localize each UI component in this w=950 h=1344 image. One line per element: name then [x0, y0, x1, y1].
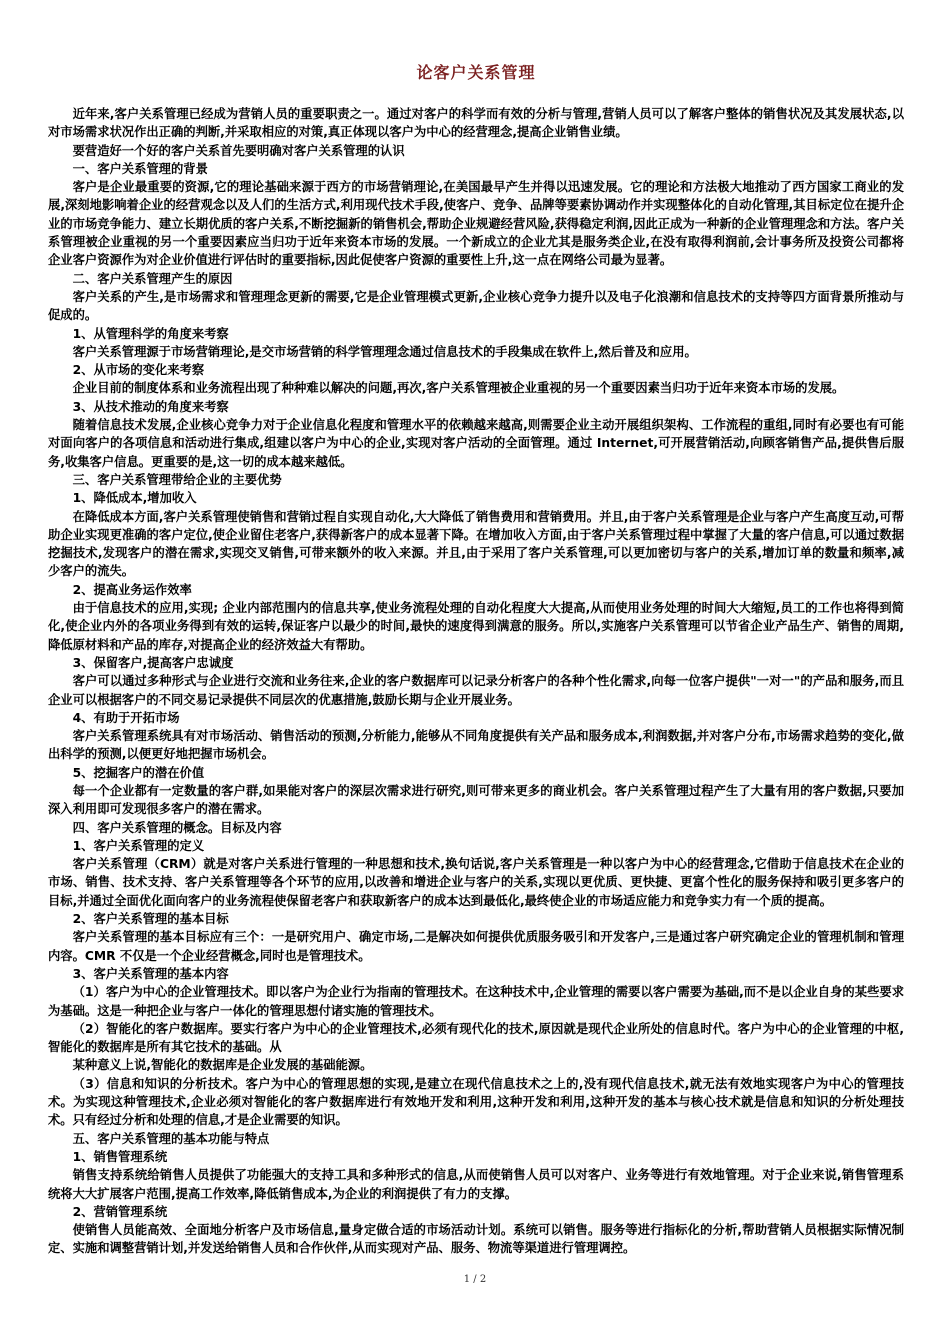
paragraph: 客户是企业最重要的资源,它的理论基础来源于西方的市场营销理论,在美国最早产生并得以迅速发展。它的理论和方法极大地推动了西方国家工商业的发展,深刻地影响着企业的经营观念以及人们的生活方式,利用现代技术手段,使客户、竞争、品牌等要素协调动作并实现整体化的自动化管理,其目标定位在提升企业的市场竞争能力、建立长期优质的客户关系,不断挖掘新的销售机会,帮助企业规避经营风险,获得稳定利润,因此正成为一种新的企业管理理念和方法。客户关系管理被企业重视的另一个重要因素应当归功于近年来资本市场的发展。一个新成立的企业尤其是服务类企业,在没有取得利润前,会计事务所及投资公司都将企业客户资源作为对企业价值进行评估时的重要指标,因此促使客户资源的重要性上升,这一点在网络公司最为显著。 [48, 180, 904, 268]
paragraph: 五、客户关系管理的基本功能与特点 [72, 1131, 270, 1146]
paragraph: 2、营销管理系统 [72, 1204, 168, 1219]
paragraph: 四、客户关系管理的概念。目标及内容 [72, 820, 282, 835]
paragraph: 三、客户关系管理带给企业的主要优势 [72, 472, 282, 487]
paragraph: 一、客户关系管理的背景 [72, 161, 208, 176]
paragraph: 1、降低成本,增加收入 [72, 491, 197, 506]
paragraph: 销售支持系统给销售人员提供了功能强大的支持工具和多种形式的信息,从而使销售人员可以对客户、业务等进行有效地管理。对于企业来说,销售管理系统将大大扩展客户范围,提高工作效率,降低销售成本,为企业的利润提供了有力的支撑。 [48, 1168, 904, 1201]
paragraph: 二、客户关系管理产生的原因 [72, 271, 233, 286]
paragraph: （2）智能化的客户数据库。要实行客户为中心的企业管理技术,必须有现代化的技术,原因就是现代企业所处的信息时代。客户为中心的企业管理的中枢,智能化的数据库是所有其它技术的基础。从 [48, 1021, 904, 1055]
paragraph: 客户关系管理系统具有对市场活动、销售活动的预测,分析能力,能够从不同角度提供有关产品和服务成本,利润数据,并对客户分布,市场需求趋势的变化,做出科学的预测,以便更好地把握市场机会。 [48, 729, 904, 762]
paragraph: 客户关系管理的基本目标应有三个：一是研究用户、确定市场,二是解决如何提供优质服务吸引和开发客户,三是通过客户研究确定企业的管理机制和管理内容。CMR 不仅是一个企业经营概念,同时也是管理技术。 [48, 930, 904, 963]
paragraph: 由于信息技术的应用,实现; 企业内部范围内的信息共享,使业务流程处理的自动化程度大大提高,从而使用业务处理的时间大大缩短,员工的工作也将得到简化,使企业内外的各项业务得到有效的运转,保证客户以最少的时间,最快的速度得到满意的服务。所以,实施客户关系管理可以节省企业产品生产、销售的周期,降低原材料和产品的库存,对提高企业的经济效益大有帮助。 [48, 601, 904, 652]
paragraph: 要营造好一个好的客户关系首先要明确对客户关系管理的认识 [72, 143, 405, 158]
page-indicator: 1 / 2 [463, 1274, 487, 1285]
paragraph: 使销售人员能高效、全面地分析客户及市场信息,量身定做合适的市场活动计划。系统可以销售。服务等进行指标化的分析,帮助营销人员根据实际情况制定、实施和调整营销计划,并发送给销售人员和合作伙伴,从而实现对产品、服务、物流等渠道进行管理调控。 [48, 1223, 904, 1256]
paragraph: 2、提高业务运作效率 [72, 582, 192, 597]
paragraph: 近年来,客户关系管理已经成为营销人员的重要职责之一。通过对客户的科学而有效的分析与管理,营销人员可以了解客户整体的销售状况及其发展状态,以对市场需求状况作出正确的判断,并采取相应的对策,真正体现以客户为中心的经营理念,提高企业销售业绩。 [48, 107, 904, 140]
paragraph: 客户关系的产生,是市场需求和管理理念更新的需要,它是企业管理模式更新,企业核心竞争力提升以及电子化浪潮和信息技术的支持等四方面背景所推动与促成的。 [48, 289, 904, 323]
paragraph: 3、保留客户,提高客户忠诚度 [72, 655, 234, 670]
paragraph: （1）客户为中心的企业管理技术。即以客户为企业行为指南的管理技术。在这种技术中,企业管理的需要以客户需要为基础,而不是以企业自身的某些要求为基础。这是一种把企业与客户一体化的管理思想付诸实施的管理技术。 [48, 985, 904, 1018]
paragraph: 客户关系管理（CRM）就是对客户关系进行管理的一种思想和技术,换句话说,客户关系管理是一种以客户为中心的经营理念,它借助于信息技术在企业的市场、销售、技术支持、客户关系管理等各个环节的应用,以改善和增进企业与客户的关系,实现以更优质、更快捷、更富个性化的服务保持和吸引更多客户的目标,并通过全面优化面向客户的业务流程使保留老客户和获取新客户的成本达到最低化,最终使企业的市场适应能力和竞争实力有一个质的提高。 [48, 857, 904, 908]
paragraph: 1、客户关系管理的定义 [72, 838, 205, 853]
paragraph: 随着信息技术发展,企业核心竞争力对于企业信息化程度和管理水平的依赖越来越高,则需要企业主动开展组织架构、工作流程的重组,同时有必要也有可能对面向客户的各项信息和活动进行集成,组建以客户为中心的企业,实现对客户活动的全面管理。通过 Internet,可开展营销活动,向顾客销售产品,提供售后服务,收集客户信息。更重要的是,这一切的成本越来越低。 [48, 418, 904, 469]
paragraph: 5、挖掘客户的潜在价值 [72, 765, 205, 780]
paragraph: 1、从管理科学的角度来考察 [72, 326, 229, 341]
paragraph: 2、从市场的变化来考察 [72, 363, 205, 378]
paragraph: 3、从技术推动的角度来考察 [72, 399, 229, 414]
document-title: 论客户关系管理 [416, 63, 536, 82]
paragraph: 企业目前的制度体系和业务流程出现了种种难以解决的问题,再次,客户关系管理被企业重视的另一个重要因素当归功于近年来资本市场的发展。 [72, 381, 845, 396]
paragraph: 1、销售管理系统 [72, 1149, 168, 1164]
paragraph: 在降低成本方面,客户关系管理使销售和营销过程自实现自动化,大大降低了销售费用和营销费用。并且,由于客户关系管理是企业与客户产生高度互动,可帮助企业实现更准确的客户定位,使企业留住老客户,获得新客户的成本显著下降。在增加收入方面,由于客户关系管理过程中掌握了大量的客户信息,可以通过数据挖掘技术,发现客户的潜在需求,实现交叉销售,可带来额外的收入来源。并且,由于采用了客户关系管理,可以更加密切与客户的关系,增加订单的数量和频率,减少客户的流失。 [48, 509, 904, 579]
paragraph: 4、有助于开拓市场 [72, 710, 180, 725]
paragraph: （3）信息和知识的分析技术。客户为中心的管理思想的实现,是建立在现代信息技术之上的,没有现代信息技术,就无法有效地实现客户为中心的管理技术。为实现这种管理技术,企业必须对智能化的客户数据库进行有效地开发和利用,这种开发和利用,这种开发的基本与核心技术就是信息和知识的分析处理技术。只有经过分析和处理的信息,才是企业需要的知识。 [48, 1076, 904, 1128]
paragraph: 2、客户关系管理的基本目标 [72, 912, 229, 927]
paragraph: 某种意义上说,智能化的数据库是企业发展的基础能源。 [72, 1058, 373, 1073]
paragraph: 3、客户关系管理的基本内容 [72, 966, 229, 981]
paragraph: 客户关系管理源于市场营销理论,是交市场营销的科学管理理念通过信息技术的手段集成在软件上,然后普及和应用。 [72, 344, 697, 359]
document-page [48, 52, 904, 1258]
document-body [48, 105, 904, 1258]
paragraph: 客户可以通过多种形式与企业进行交流和业务往来,企业的客户数据库可以记录分析客户的各种个性化需求,向每一位客户提供"一对一"的产品和服务,而且企业可以根据客户的不同交易记录提供不同层次的优惠措施,鼓励长期与企业开展业务。 [48, 674, 904, 707]
paragraph: 每一个企业都有一定数量的客户群,如果能对客户的深层次需求进行研究,则可带来更多的商业机会。客户关系管理过程产生了大量有用的客户数据,只要加深入利用即可发现很多客户的潜在需求。 [48, 783, 904, 817]
